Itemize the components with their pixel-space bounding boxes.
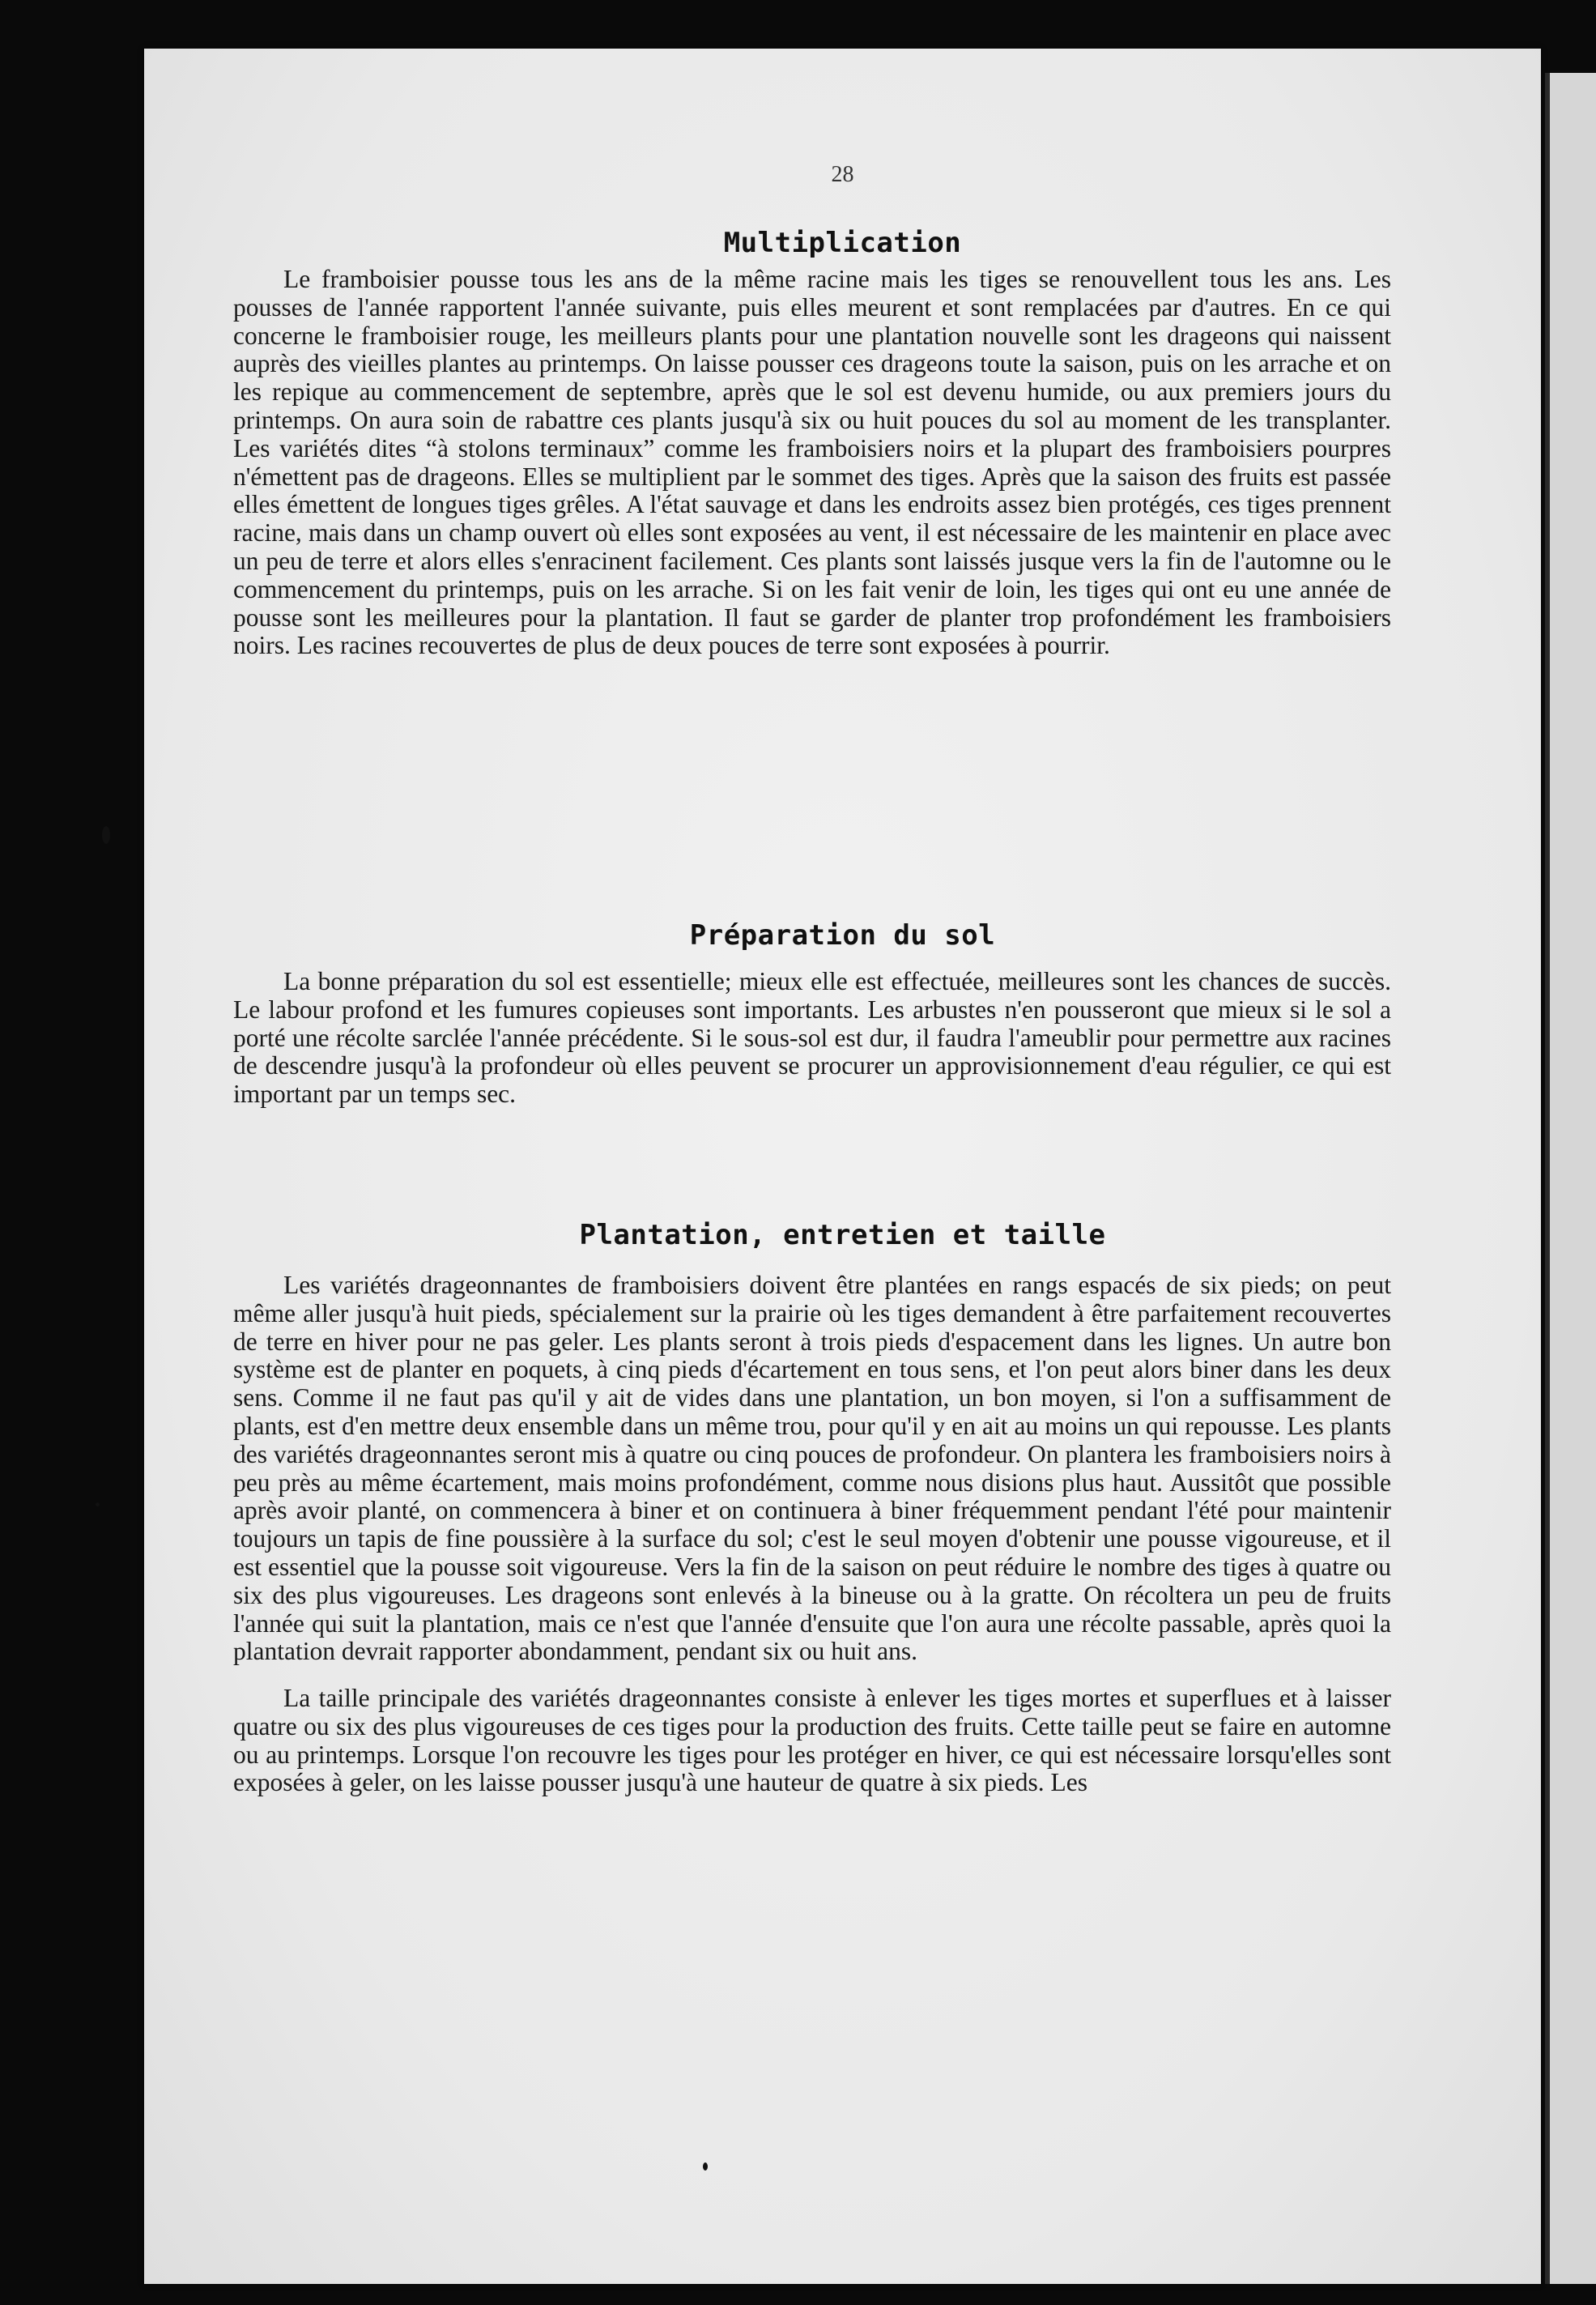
section-title-preparation-du-sol: Préparation du sol — [689, 919, 996, 952]
scan-speck — [703, 2162, 708, 2171]
section-title-multiplication: Multiplication — [723, 227, 962, 259]
scan-speck — [96, 1502, 100, 1506]
paragraph-multiplication: Le framboisier pousse tous les ans de la même racine mais les tiges se renouvellent tous les ans. Les pousses de l'année rapportent l'année suivante, puis elles meurent et sont remplacées par d'autres. En ce qui concerne le framboisier rouge, les meilleurs plants pour une plantation nouvelle sont les drageons qui naissent auprès des vieilles plantes au printemps. On laisse pousser ces drageons toute la saison, puis on les arrache et on les repique au commencement de septembre, après que le sol est devenu humide, ou aux premiers jours du printemps. On aura soin de rabattre ces plants jusqu'à six ou huit pouces du sol au moment de les transplanter. Les variétés dites “à stolons terminaux” comme les framboisiers noirs et la plupart des framboisiers pourpres n'émettent pas de drageons. Elles se multiplient par le sommet des tiges. Après que la saison des fruits est passée elles émettent de longues tiges grêles. A l'état sauvage et dans les endroits assez bien protégés, ces tiges prennent racine, mais dans un champ ouvert où elles sont exposées au vent, il est nécessaire de les maintenir en place avec un peu de terre et alors elles s'enracinent facilement. Ces plants sont laissés jusque vers la fin de l'automne ou le commencement du printemps, puis on les arrache. Si on les fait venir de loin, les tiges qui ont eu une année de pousse sont les meilleures pour la plantation. Il faut se garder de planter trop profondément les framboisiers noirs. Les racines recouvertes de plus de deux pouces de terre sont exposées à pourrir. — [233, 265, 1391, 660]
page-number: 28 — [831, 162, 854, 187]
document-page — [144, 49, 1541, 2284]
scan-speck — [102, 826, 110, 844]
paragraph-preparation-du-sol: La bonne préparation du sol est essentielle; mieux elle est effectuée, meilleures sont les chances de succès. Le labour profond et les fumures copieuses sont importants. Les arbustes n'en pousseront que mieux si le sol a porté une récolte sarclée l'année précédente. Si le sous-sol est dur, il faudra l'ameublir pour permettre aux racines de descendre jusqu'à la profondeur où elles peuvent se procurer un approvisionnement d'eau régulier, ce qui est important par un temps sec. — [233, 967, 1391, 1109]
paragraph-taille: La taille principale des variétés drageonnantes consiste à enlever les tiges mortes et superflues et à laisser quatre ou six des plus vigoureuses de ces tiges pour la production des fruits. Cette taille peut se faire en automne ou au printemps. Lorsque l'on recouvre les tiges pour les protéger en hiver, ce qui est nécessaire lorsqu'elles sont exposées à geler, on les laisse pousser jusqu'à une hauteur de quatre à six pieds. Les — [233, 1684, 1391, 1797]
section-title-plantation: Plantation, entretien et taille — [579, 1219, 1106, 1251]
adjacent-page-edge — [1545, 73, 1596, 2284]
paragraph-plantation: Les variétés drageonnantes de framboisiers doivent être plantées en rangs espacés de six pieds; on peut même aller jusqu'à huit pieds, spécialement sur la prairie où les tiges demandent à être parfaitement recouvertes de terre en hiver pour ne pas geler. Les plants seront à trois pieds d'espacement dans les lignes. Un autre bon système est de planter en poquets, à cinq pieds d'écartement en tous sens, et l'on peut alors biner dans les deux sens. Comme il ne faut pas qu'il y ait de vides dans une plantation, un bon moyen, si l'on a suffisamment de plants, est d'en mettre deux ensemble dans un même trou, pour qu'il y en ait au moins un qui repousse. Les plants des variétés drageonnantes seront mis à quatre ou cinq pouces de profondeur. On plantera les framboisiers noirs à peu près au même écartement, mais moins profondément, comme nous disions plus haut. Aussitôt que possible après avoir planté, on commencera à biner et on continuera à biner fréquemment pendant l'été pour maintenir toujours un tapis de fine poussière à la surface du sol; c'est le seul moyen d'obtenir une pousse vigoureuse, et il est essentiel que la pousse soit vigoureuse. Vers la fin de la saison on peut réduire le nombre des tiges à quatre ou six des plus vigoureuses. Les drageons sont enlevés à la bineuse ou à la gratte. On récoltera un peu de fruits l'année qui suit la plantation, mais ce n'est que l'année d'ensuite que l'on aura une récolte passable, après quoi la plantation devrait rapporter abondamment, pendant six ou huit ans. — [233, 1271, 1391, 1666]
